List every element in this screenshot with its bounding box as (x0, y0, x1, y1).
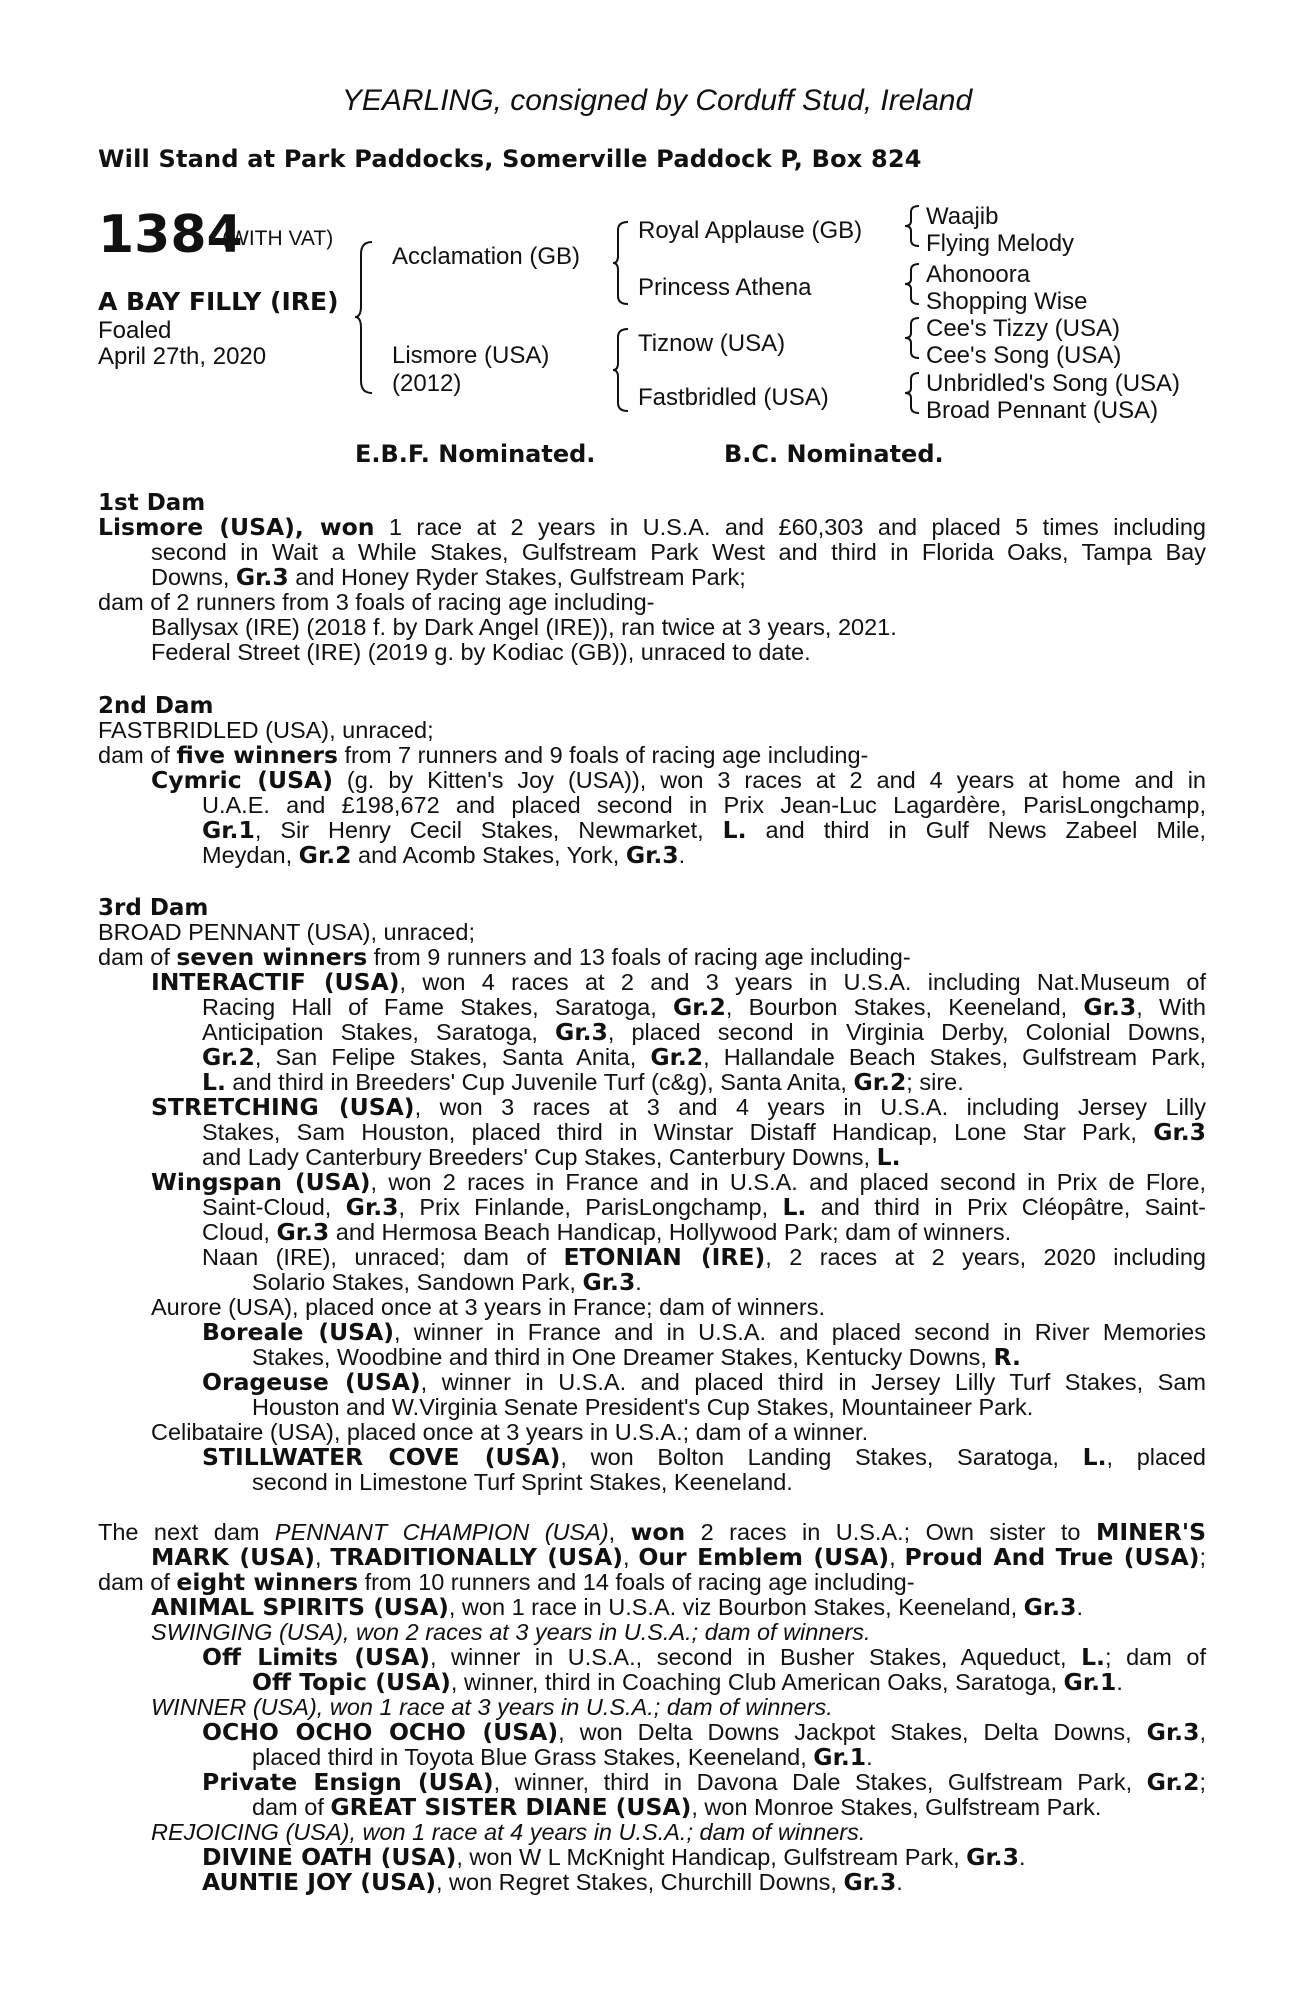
next-dam-line: AUNTIE JOY (USA), won Regret Stakes, Churchill Downs, Gr.3. (202, 1868, 903, 1896)
third-dam-line: and Lady Canterbury Breeders' Cup Stakes, Canterbury Downs, L. (202, 1143, 901, 1171)
ebf-nomination: E.B.F. Nominated. (355, 440, 596, 468)
first-dam-heading: 1st Dam (98, 490, 206, 516)
third-dam-line: Racing Hall of Fame Stakes, Saratoga, Gr.2, Bourbon Stakes, Keeneland, Gr.3, With (202, 993, 1206, 1021)
third-dam-line: Gr.2, San Felipe Stakes, Santa Anita, Gr.2, Hallandale Beach Stakes, Gulfstream Park, (202, 1043, 1207, 1071)
next-dam-line: Private Ensign (USA), winner, third in Davona Dale Stakes, Gulfstream Park, Gr.2; (202, 1768, 1206, 1796)
granddam-3: Cee's Song (USA) (926, 342, 1122, 369)
third-dam-line: Celibataire (USA), placed once at 3 years in U.S.A.; dam of a winner. (151, 1419, 869, 1445)
dam-year: (2012) (392, 370, 462, 397)
next-dam-line: placed third in Toyota Blue Grass Stakes, Keeneland, Gr.1. (252, 1743, 873, 1771)
second-dam-heading: 2nd Dam (98, 693, 214, 719)
bc-nomination: B.C. Nominated. (724, 440, 944, 468)
first-dam-produce: Federal Street (IRE) (2019 g. by Kodiac (GB)), unraced to date. (151, 639, 811, 665)
first-dam-line: second in Wait a While Stakes, Gulfstream Park West and third in Florida Oaks, Tampa Bay (151, 539, 1206, 565)
pedigree-brace-g4 (905, 371, 921, 415)
grandsire-3: Cee's Tizzy (USA) (926, 315, 1120, 342)
third-dam-line: Orageuse (USA), winner in U.S.A. and placed third in Jersey Lilly Turf Stakes, Sam (202, 1368, 1206, 1396)
grandsire-4: Unbridled's Song (USA) (926, 370, 1181, 397)
third-dam-line: Solario Stakes, Sandown Park, Gr.3. (252, 1268, 642, 1296)
next-dam-line: dam of GREAT SISTER DIANE (USA), won Monroe Stakes, Gulfstream Park. (252, 1793, 1102, 1821)
next-dam-line: MARK (USA), TRADITIONALLY (USA), Our Emblem (USA), Proud And True (USA); (151, 1543, 1206, 1571)
foaled-date: April 27th, 2020 (98, 343, 267, 370)
third-dam-line: STILLWATER COVE (USA), won Bolton Landing Stakes, Saratoga, L., placed (202, 1443, 1206, 1471)
third-dam-line: Naan (IRE), unraced; dam of ETONIAN (IRE), 2 races at 2 years, 2020 including (202, 1243, 1206, 1271)
third-dam-line: L. and third in Breeders' Cup Juvenile Turf (c&g), Santa Anita, Gr.2; sire. (202, 1068, 964, 1096)
third-dam-line: Anticipation Stakes, Saratoga, Gr.3, placed second in Virginia Derby, Colonial Downs, (202, 1018, 1207, 1046)
first-dam-line: Downs, Gr.3 and Honey Ryder Stakes, Gulfstream Park; (151, 563, 746, 591)
foaled-label: Foaled (98, 317, 172, 344)
next-dam-line: Off Limits (USA), winner in U.S.A., second in Busher Stakes, Aqueduct, L.; dam of (202, 1643, 1206, 1671)
third-dam-line: Boreale (USA), winner in France and in U.S.A. and placed second in River Memories (202, 1318, 1207, 1346)
lot-number: 1384 (98, 205, 243, 265)
third-dam-line: Cloud, Gr.3 and Hermosa Beach Handicap, Hollywood Park; dam of winners. (202, 1218, 1012, 1246)
next-dam-line: SWINGING (USA), won 2 races at 3 years in U.S.A.; dam of winners. (151, 1619, 871, 1645)
next-dam-line: The next dam PENNANT CHAMPION (USA), won 2 races in U.S.A.; Own sister to MINER'S (98, 1518, 1207, 1546)
third-dam-line: Houston and W.Virginia Senate President's Cup Stakes, Mountaineer Park. (252, 1394, 1034, 1420)
third-dam-line: INTERACTIF (USA), won 4 races at 2 and 3 years in U.S.A. including Nat.Museum of (151, 968, 1206, 996)
third-dam-line: STRETCHING (USA), won 3 races at 3 and 4 years in U.S.A. including Jersey Lilly (151, 1093, 1206, 1121)
third-dam-line: Stakes, Woodbine and third in One Dreamer Stakes, Kentucky Downs, R. (252, 1343, 1021, 1371)
horse-name: A BAY FILLY (IRE) (98, 287, 339, 316)
sire: Acclamation (GB) (392, 243, 581, 270)
granddam-1: Flying Melody (926, 230, 1075, 257)
third-dam-line: Stakes, Sam Houston, placed third in Winstar Distaff Handicap, Lone Star Park, Gr.3 (202, 1118, 1206, 1146)
first-dam-line: Lismore (USA), won 1 race at 2 years in U.S.A. and £60,303 and placed 5 times including (98, 513, 1206, 541)
second-dam-line: U.A.E. and £198,672 and placed second in Prix Jean-Luc Lagardère, ParisLongchamp, (202, 792, 1206, 818)
vat-note: (WITH VAT) (222, 227, 334, 250)
pedigree-brace-g1 (905, 204, 921, 248)
next-dam-line: ANIMAL SPIRITS (USA), won 1 race in U.S.A. viz Bourbon Stakes, Keeneland, Gr.3. (151, 1593, 1083, 1621)
second-dam-line: FASTBRIDLED (USA), unraced; (98, 717, 434, 743)
pedigree-brace-g3 (905, 316, 921, 360)
second-dam-line: Cymric (USA) (g. by Kitten's Joy (USA)), won 3 races at 2 and 4 years at home and in (151, 766, 1206, 794)
third-dam-line: Aurore (USA), placed once at 3 years in France; dam of winners. (151, 1294, 825, 1320)
sire-sire: Royal Applause (GB) (638, 217, 863, 244)
grandsire-1: Waajib (926, 203, 999, 230)
next-dam-line: WINNER (USA), won 1 race at 3 years in U.S.A.; dam of winners. (151, 1694, 833, 1720)
third-dam-heading: 3rd Dam (98, 895, 209, 921)
third-dam-line: second in Limestone Turf Sprint Stakes, Keeneland. (252, 1469, 793, 1495)
dam-sire: Tiznow (USA) (638, 330, 786, 357)
third-dam-line: dam of seven winners from 9 runners and 13 foals of racing age including- (98, 943, 911, 971)
second-dam-line: dam of five winners from 7 runners and 9 foals of racing age including- (98, 741, 869, 769)
next-dam-line: REJOICING (USA), won 1 race at 4 years in U.S.A.; dam of winners. (151, 1819, 866, 1845)
pedigree-brace-dam (613, 327, 631, 413)
pedigree-brace-g2 (905, 262, 921, 306)
catalogue-heading: YEARLING, consigned by Corduff Stud, Ireland (341, 84, 973, 117)
next-dam-line: OCHO OCHO OCHO (USA), won Delta Downs Jackpot Stakes, Delta Downs, Gr.3, (202, 1718, 1206, 1746)
sire-dam: Princess Athena (638, 274, 812, 301)
pedigree-brace-main (355, 240, 375, 395)
next-dam-line: DIVINE OATH (USA), won W L McKnight Handicap, Gulfstream Park, Gr.3. (202, 1843, 1026, 1871)
granddam-4: Broad Pennant (USA) (926, 397, 1159, 424)
third-dam-line: Saint-Cloud, Gr.3, Prix Finlande, ParisLongchamp, L. and third in Prix Cléopâtre, Saint- (202, 1193, 1206, 1221)
first-dam-line: dam of 2 runners from 3 foals of racing age including- (98, 589, 655, 615)
pedigree-brace-sire (613, 220, 631, 306)
granddam-2: Shopping Wise (926, 288, 1088, 315)
dam: Lismore (USA) (392, 342, 550, 369)
grandsire-2: Ahonoora (926, 261, 1031, 288)
first-dam-produce: Ballysax (IRE) (2018 f. by Dark Angel (IRE)), ran twice at 3 years, 2021. (151, 614, 897, 640)
third-dam-line: BROAD PENNANT (USA), unraced; (98, 919, 475, 945)
second-dam-line: Meydan, Gr.2 and Acomb Stakes, York, Gr.3. (202, 841, 686, 869)
third-dam-line: Wingspan (USA), won 2 races in France and in U.S.A. and placed second in Prix de Flore, (151, 1168, 1206, 1196)
next-dam-line: dam of eight winners from 10 runners and 14 foals of racing age including- (98, 1568, 915, 1596)
next-dam-line: Off Topic (USA), winner, third in Coaching Club American Oaks, Saratoga, Gr.1. (252, 1668, 1123, 1696)
second-dam-line: Gr.1, Sir Henry Cecil Stakes, Newmarket, L. and third in Gulf News Zabeel Mile, (202, 816, 1207, 844)
stand-location: Will Stand at Park Paddocks, Somerville Paddock P, Box 824 (98, 145, 922, 173)
dam-dam: Fastbridled (USA) (638, 384, 829, 411)
